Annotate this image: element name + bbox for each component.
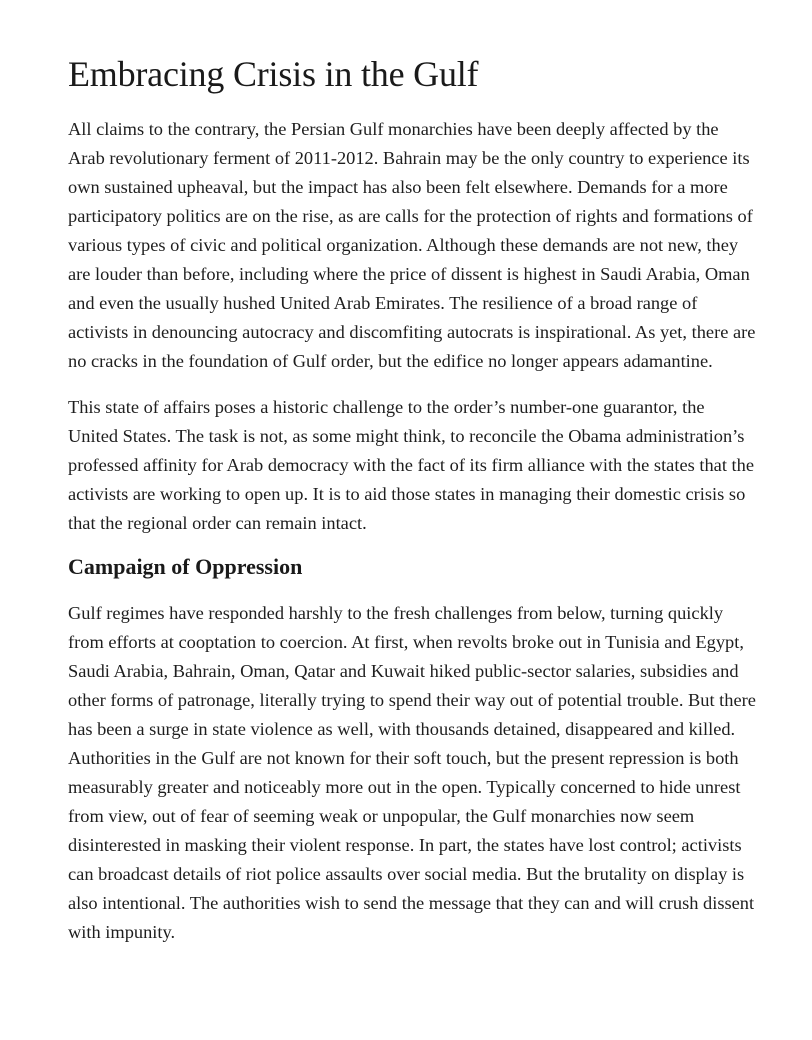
paragraph-us-challenge: This state of affairs poses a historic challenge to the order’s number-one guarantor, the United States. The task is not, as some might think, to reconcile the Obama administration’s professed affinity for Arab democracy with the fact of its firm alliance with the states that the activists are working to open up. It is to aid those states in managing their domestic crisis so that the regional order can remain intact.	[68, 397, 755, 533]
article	[68, 52, 758, 947]
article-title: Embracing Crisis in the Gulf	[68, 54, 479, 94]
paragraph-oppression: Gulf regimes have responded harshly to the fresh challenges from below, turning quickly from efforts at cooptation to coercion. At first, when revolts broke out in Tunisia and Egypt, Saudi Arabia, Bahrain, Oman, Qatar and Kuwait hiked public-sector salaries, subsidies and other forms of patronage, literally trying to spend their way out of potential trouble. But there has been a surge in state violence as well, with thousands detained, disappeared and killed. Authorities in the Gulf are not known for their soft touch, but the present repression is both measurably greater and noticeably more out in the open. Typically concerned to hide unrest from view, out of fear of seeming weak or unpopular, the Gulf monarchies now seem disinterested in masking their violent response. In part, the states have lost control; activists can broadcast details of riot police assaults over social media. But the brutality on display is also intentional. The authorities wish to send the message that they can and will crush dissent with impunity.	[68, 603, 756, 942]
paragraph-intro: All claims to the contrary, the Persian Gulf monarchies have been deeply affected by the Arab revolutionary ferment of 2011-2012. Bahrain may be the only country to experience its own sustained upheaval, but the impact has also been felt elsewhere. Demands for a more participatory politics are on the rise, as are calls for the protection of rights and formations of various types of civic and political organization. Although these demands are not new, they are louder than before, including where the price of dissent is highest in Saudi Arabia, Oman and even the usually hushed United Arab Emirates. The resilience of a broad range of activists in denouncing autocracy and discomfiting autocrats is inspirational. As yet, there are no cracks in the foundation of Gulf order, but the edifice no longer appears adamantine.	[68, 119, 756, 371]
section-heading: Campaign of Oppression	[68, 554, 303, 579]
